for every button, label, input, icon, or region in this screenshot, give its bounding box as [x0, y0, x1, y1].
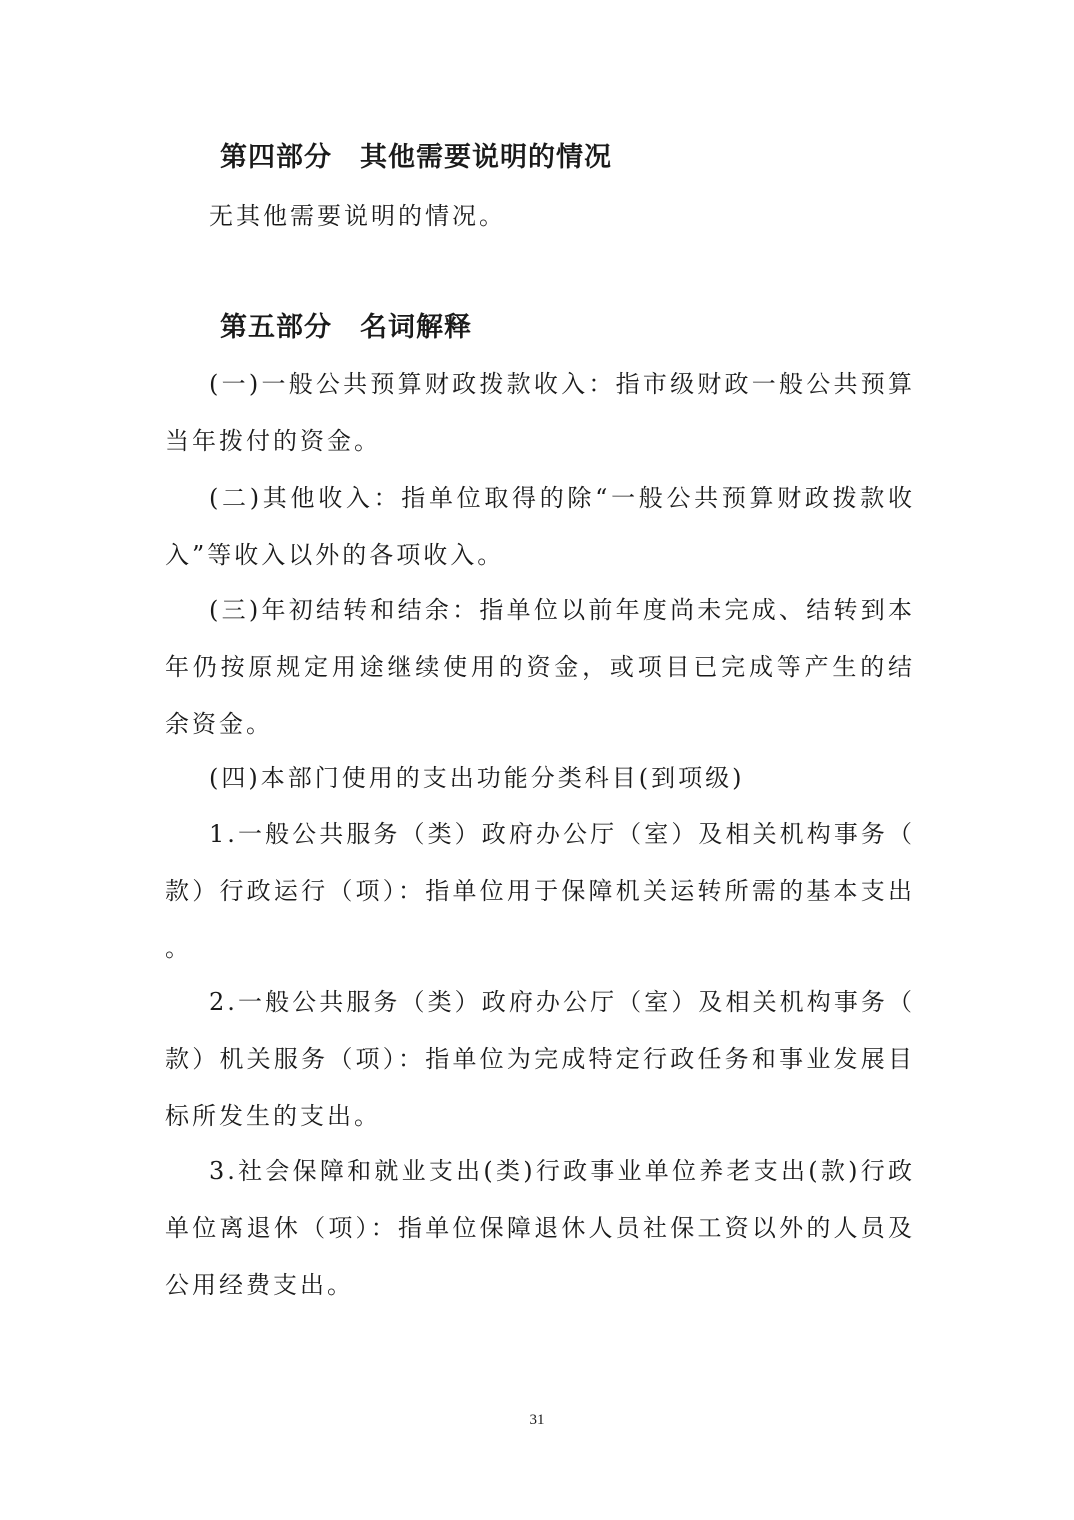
- part5-heading: 第五部分 名词解释: [220, 312, 472, 343]
- definition-item-2: (二)其他收入：指单位取得的除“一般公共预算财政拨款收入”等收入以外的各项收入。: [165, 484, 915, 569]
- definition-item-4-1: 1.一般公共服务（类）政府办公厅（室）及相关机构事务（款）行政运行（项）：指单位用于保障机关运转所需的基本支出。: [165, 820, 915, 962]
- definition-item-4-3: 3.社会保障和就业支出(类)行政事业单位养老支出(款)行政单位离退休（项）：指单位保障退休人员社保工资以外的人员及公用经费支出。: [165, 1157, 915, 1299]
- definition-item-4-2: 2.一般公共服务（类）政府办公厅（室）及相关机构事务（款）机关服务（项）：指单位为完成特定行政任务和事业发展目标所发生的支出。: [165, 988, 915, 1130]
- definition-item-4: (四)本部门使用的支出功能分类科目(到项级): [209, 764, 745, 792]
- definition-item-3: (三)年初结转和结余：指单位以前年度尚未完成、结转到本年仍按原规定用途继续使用的资金，或项目已完成等产生的结余资金。: [165, 596, 915, 738]
- part4-body: 无其他需要说明的情况。: [209, 202, 506, 230]
- page-number: 31: [529, 1412, 545, 1428]
- part4-heading: 第四部分 其他需要说明的情况: [220, 142, 612, 173]
- definition-item-1: (一)一般公共预算财政拨款收入：指市级财政一般公共预算当年拨付的资金。: [165, 370, 915, 455]
